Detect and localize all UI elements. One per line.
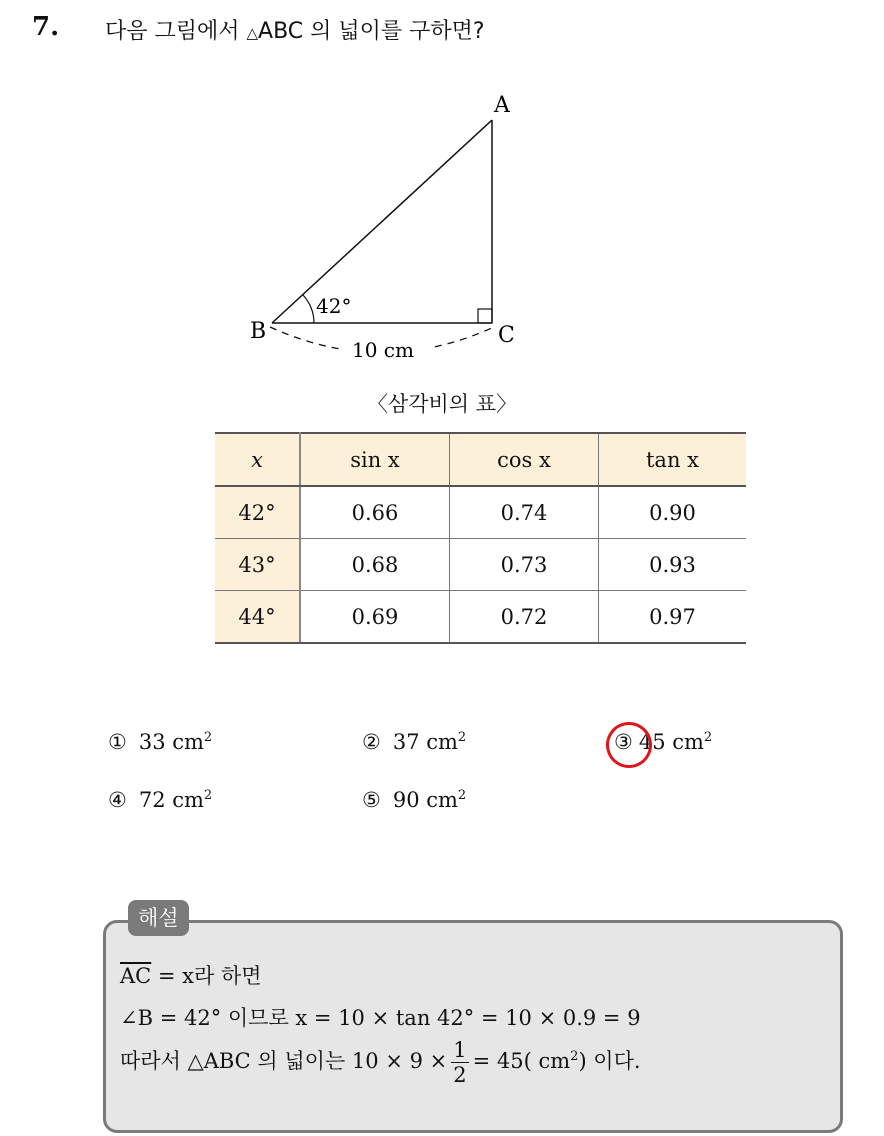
selected-answer-circle: [602, 718, 657, 773]
tan-cell: 0.93: [599, 539, 747, 591]
choice-2[interactable]: [362, 730, 466, 754]
question-number: 7.: [32, 12, 60, 42]
trig-table: [215, 432, 746, 644]
table-row: [215, 539, 746, 591]
angle-cell: 42°: [215, 486, 300, 539]
fraction-one-half: [451, 1038, 468, 1087]
solution-line-3: [120, 1038, 641, 1087]
choice-5[interactable]: [362, 788, 466, 812]
solution-line-1-rest: = x라 하면: [151, 964, 262, 988]
sin-cell: 0.68: [300, 539, 450, 591]
side-ab: [272, 120, 492, 323]
solution-line-3-exp: 2: [570, 1049, 579, 1064]
table-row: [215, 591, 746, 644]
choice-3-mark: ③: [614, 730, 633, 754]
tan-cell: 0.90: [599, 486, 747, 539]
choice-3-exp: 2: [703, 730, 713, 745]
vertex-c-label: C: [498, 323, 515, 348]
angle-cell: 44°: [215, 591, 300, 644]
choice-1-mark: ①: [108, 730, 127, 754]
cos-cell: 0.74: [450, 486, 599, 539]
solution-line-3-ko: 따라서: [120, 1049, 188, 1073]
solution-line-2-a: ∠B = 42°: [120, 1006, 228, 1030]
table-row: [215, 486, 746, 539]
solution-line-3-end: ) 이다.: [578, 1049, 641, 1073]
solution-line-2-b: x = 10 × tan 42° = 10 × 0.9 = 9: [288, 1006, 641, 1030]
solution-line-2: [120, 1002, 641, 1032]
table-title: 〈삼각비의 표〉: [366, 392, 518, 416]
choice-3-value: 45 cm: [638, 730, 704, 754]
header-sin: sin x: [300, 433, 450, 486]
question-text-before: 다음 그림에서: [105, 19, 247, 44]
question-text: [105, 14, 485, 45]
header-x: x: [215, 433, 300, 486]
choice-5-exp: 2: [457, 788, 467, 803]
choice-5-value: 90 cm: [392, 788, 458, 812]
solution-line-3-tri: △ABC 의 넓이는: [187, 1049, 352, 1073]
angle-arc: [303, 295, 314, 323]
solution-tag: 해설: [128, 900, 189, 936]
choice-2-mark: ②: [362, 730, 381, 754]
vertex-b-label: B: [250, 319, 267, 344]
cos-cell: 0.72: [450, 591, 599, 644]
choice-1[interactable]: [108, 730, 212, 754]
cos-cell: 0.73: [450, 539, 599, 591]
choice-5-mark: ⑤: [362, 788, 381, 812]
question-text-after: ABC 의 넓이를 구하면?: [258, 19, 485, 44]
table-header-row: [215, 433, 746, 486]
choice-4-value: 72 cm: [138, 788, 204, 812]
fraction-denominator: 2: [453, 1063, 467, 1087]
choice-4-exp: 2: [203, 788, 213, 803]
fraction-numerator: 1: [453, 1038, 467, 1062]
header-tan: tan x: [599, 433, 747, 486]
solution-line-3-expr: 10 × 9 ×: [351, 1049, 448, 1073]
segment-ac: $\overline{AC}$: [120, 964, 152, 988]
header-cos: cos x: [450, 433, 599, 486]
angle-cell: 43°: [215, 539, 300, 591]
choice-2-exp: 2: [457, 730, 467, 745]
choice-4[interactable]: [108, 788, 212, 812]
solution-line-3-result: = 45( cm: [472, 1049, 571, 1073]
base-length-label: 10 cm: [352, 338, 414, 362]
vertex-a-label: A: [494, 93, 510, 118]
tan-cell: 0.97: [599, 591, 747, 644]
choice-2-value: 37 cm: [392, 730, 458, 754]
choice-1-exp: 2: [203, 730, 213, 745]
sin-cell: 0.69: [300, 591, 450, 644]
right-angle-mark: [478, 309, 492, 323]
angle-label: 42°: [316, 294, 352, 318]
choice-1-value: 33 cm: [138, 730, 204, 754]
triangle-figure: [240, 80, 540, 370]
sin-cell: 0.66: [300, 486, 450, 539]
solution-line-2-ko: 이므로: [227, 1006, 289, 1030]
choice-4-mark: ④: [108, 788, 127, 812]
solution-line-1: [120, 960, 262, 990]
triangle-symbol: △: [246, 24, 259, 42]
